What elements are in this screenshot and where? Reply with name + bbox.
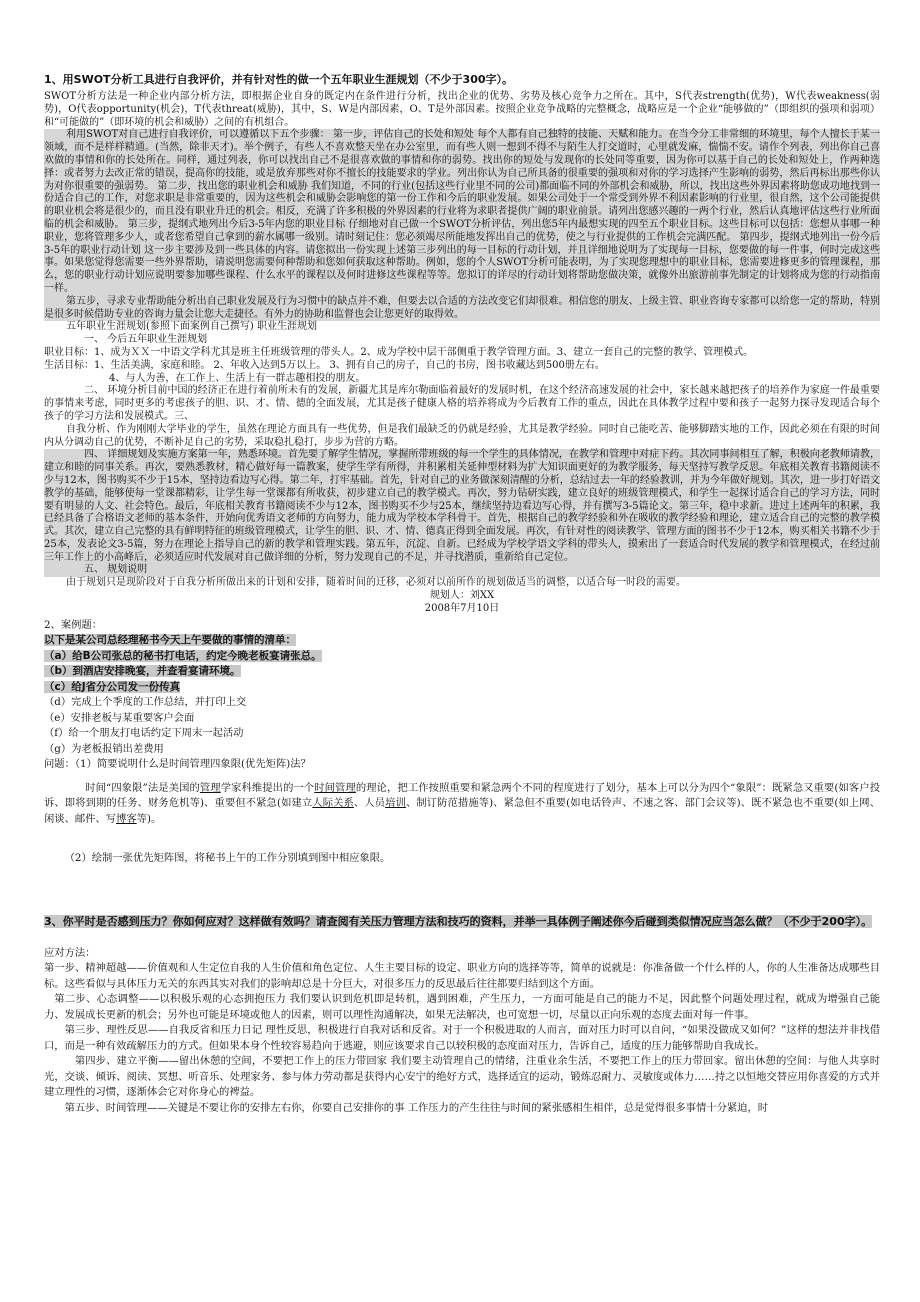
answer-text-2: 学家科维提出的一个	[220, 781, 315, 794]
career-goal: 职业目标：1、成为ＸＸ一中语文学科尤其是班主任班级管理的带头人。2、成为学校中层干部侧重于教学管理方面。3、建立一套自己的完整的教学、管理模式。	[44, 346, 754, 358]
answer-text-3: 的理论，把工作按照重要和紧急两个不同的程度进行了划分，基本上可以分为四个“象限”：既紧急又重要(如客户投诉、即将到期的任务、财务危机等)、重要但不紧急(如建立	[44, 781, 881, 810]
step-4: 第四步、建立平衡——留出休憩的空间，不要把工作上的压力带回家 我们要主动管理自己的情绪，注重业余生活，不要把工作上的压力带回家。留出休憩的空间：与他人共享时光，交谈、倾诉、阅读、冥想、听音乐、处理家务、参与体力劳动都是获得内心安宁的绝好方式，选择适宜的运动，锻炼忍耐力、灵敏度或体力……持之以恒地交替应用你喜爱的方式并建立理性的习惯，逐渐体会它对你身心的裨益。	[44, 1055, 880, 1099]
task-item-f: （f）给一个朋友打电话约定下周末一起活动	[44, 727, 244, 740]
planner: 规划人：刘XX	[429, 590, 495, 602]
link-time-management[interactable]: 时间管理	[314, 781, 356, 794]
plan-title: 五年职业生涯规划(参照下面案例自己撰写) 职业生涯规划	[66, 321, 317, 333]
question-3-section	[44, 913, 880, 1117]
step-5: 第五步、时间管理——关键是不要让你的安排左右你，你要自己安排你的事 工作压力的产生往往与时间的紧张感相生相伴，总是觉得很多事情十分紧迫，时	[64, 1101, 769, 1114]
plan-note: 由于规划只是现阶段对于自我分析所做出来的计划和安排，随着时间的迁移，必须对以前所作的规划做适当的调整，以适合每一时段的需要。	[66, 577, 686, 589]
step-2: 第二步、心态调整——以积极乐观的心态拥抱压力 我们要认识到危机即是转机，遇到困难，产生压力，一方面可能是自己的能力不足，因此整个问题处理过程，就成为增强自己能力、发展成长更新的机会；另外也可能是环境或他人的因素，则可以理性沟通解决，如果无法解决，也可宽想一切，尽量以正向乐观的态度去面对每一件事。	[44, 993, 880, 1021]
task-list-title	[44, 633, 880, 649]
task-item-e: （e）安排老板与某重要客户会面	[44, 711, 195, 724]
task-item-c-text: （c）给J省分公司发一份传真	[44, 680, 181, 693]
step-1: 第一步、精神超越——价值观和人生定位自我的人生价值和角色定位、人生主要目标的设定、职业方向的选择等等，简单的说就是：你准备做一个什么样的人，你的人生准备达成哪些目标。这些看似与具体压力无关的东西其实对我们的影响却总是十分巨大，对很多压力的反思最后往往都要归结到这个方面。	[44, 962, 880, 990]
question-2-2: （2）绘制一张优先矩阵图，将秘书上午的工作分别填到图中相应象限。	[64, 852, 391, 865]
plan-section-1-title: 一、 今后五年职业生涯规划	[84, 334, 208, 346]
task-item-g: （g）为老板报销出差费用	[44, 742, 164, 755]
detailed-plan: 四、 详细规划及实施方案第一年，熟悉环境。首先要了解学生情况，掌握所带班级的每一个学生的具体情况，在教学和管理中对症下药。其次同事间相互了解，积极向老教师请教，建立和睦的同事关系。再次，要熟悉教材，精心做好每一篇教案，使学生学有所得，并积累相关延伸型材料为扩大知识面更好的为教学服务，每天坚持写教学反思。年底相关教育书籍阅读不少与12本，图书购买不少于15本，坚持边看边写心得。第二年，打牢基础。首先，针对自己的业务做深刻清醒的分析，总结过去一年的经验教训，并为今年做好规划。其次，进一步打好语文教学的基础，能够使每一堂课都精彩，让学生每一堂课都有所收获，初步建立自己的教学模式。再次，努力钻研实践，建立良好的班级管理模式，和学生一起探讨适合自己的学习方法，同时要有明显的人文、社会特色。最后，年底相关教育书籍阅读不少与12本，图书购买不少与25本，继续坚持边看边写心得，并有撰写3-5篇论文。第三年，稳中求新。进过上述两年的积累，我已经具备了合格语文老师的基本条件，开始向优秀语文老师的方向努力，能力成为学校本学科骨干。首先，根据自己的教学经验和外在吸收的教学经验和理论，建立适合自己的完整的教学模式。其次，建立自己完整的具有鲜明特征的班级管理模式，让学生的胆、识、才、情、德真正得到全面发展。再次，有针对性的阅读教学、管理方面的图书不少于12本，购买相关书籍不少于25本，发表论文3-5篇，努力在理论上指导自己的新的教学和管理实践。第五年，沉淀、自新。已经成为学校学语文学科的带头人，摸索出了一套适合时代发展的教学和管理模式，在经过前三年工作上的小高峰后，必须适应时代发展对自己做详细的分析，努力发现自己的不足，并寻找潜质，重新给自己定位。	[44, 449, 880, 563]
swot-steps: 利用SWOT对自己进行自我评价，可以遵循以下五个步骤： 第一步，评估自己的长处和短处 每个人都有自己独特的技能、天赋和能力。在当今分工非常细的环境里，每个人擅长于某一领域，而不是样样精通。(当然，除非天才)。举个例子，有些人不喜欢整天坐在办公室里，而有些人则一想到不得不与陌生人打交道时，心里就发麻，惴惴不安。请作个列表，列出你自己喜欢做的事情和你的长处所在。同样，通过列表，你可以找出自己不是很喜欢做的事情和你的弱势。找出你的短处与发现你的长处同等重要，因为你可以基于自己的长处和短处上，作两种选择：或者努力去改正常的错误，提高你的技能，或是放弃那些对你不擅长的技能要求的学业。列出你认为自己所具备的很重要的强项和对你的学习选择产生影响的弱势，然后再标出那些你认为对你很重要的强弱势。 第二步，找出您的职业机会和威胁 我们知道，不同的行业(包括这些行业里不同的公司)都面临不同的外部机会和威胁，所以，找出这些外界因素将助您成功地找到一份适合自己的工作，对您求职是非常重要的，因为这些机会和威胁会影响您的第一份工作和今后的职业发展。如果公司处于一个常受到外界不利因素影响的行业里，很自然，这个公司能提供的职业机会将是很少的，而且没有职业升迁的机会。相反，充满了许多积极的外界因素的行业将为求职者提供广阔的职业前景。请列出您感兴趣的一两个行业，然后认真地评估这些行业所面临的机会和威胁。 第三步，提纲式地列出今后3-5年内您的职业目标 仔细地对自己做一个SWOT分析评估，列出您5年内最想实现的四至五个职业目标。这些目标可以包括：您想从事哪一种职业，您将管理多少人，或者您希望自己拿到的薪水属哪一级别。请时刻记住：您必须竭尽所能地发挥出自己的优势，使之与行业提供的工作机会完满匹配。 第四步，提纲式地列出一份今后3-5年的职业行动计划 这一步主要涉及到一些具体的内容。请您拟出一份实现上述第三步列出的每一目标的行动计划，并且详细地说明为了实现每一目标，您要做的每一件事，何时完成这些事。如果您觉得您需要一些外界帮助，请说明您需要何种帮助和您如何获取这种帮助。例如，您的个人SWOT分析可能表明，为了实现您理想中的职业目标，您需要进修更多的管理课程，那么，您的职业行动计划应说明要参加哪些课程、什么水平的课程以及何时进修这些课程等等。您拟订的详尽的行动计划将帮助您做决策，就像外出旅游前事先制定的计划将成为您的行动指南一样。	[44, 129, 880, 294]
question-3-title-text: 3、你平时是否感到压力？你如何应对？这样做有效吗？请查阅有关压力管理方法和技巧的资料，并举一具体例子阐述你今后碰到类似情况应当怎么做？（不少于200字）。	[44, 914, 873, 928]
swot-intro: SWOT分析方法是一种企业内部分析方法，即根据企业自身的既定内在条件进行分析，找出企业的优势、劣势及核心竞争力之所在。其中，S代表strength(优势)，W代表weakness(弱势)，O代表opportunity(机会)，T代表threat(威胁)，其中，S、W是内部因素，O、T是外部因素。按照企业竞争战略的完整概念，战略应是一个企业“能够做的”（即组织的强项和弱项）和“可能做的”（即环境的机会和威胁）之间的有机组合。	[44, 91, 880, 128]
task-item-b	[44, 664, 880, 680]
task-item-d: （d）完成上个季度的工作总结，并打印上交	[44, 696, 247, 709]
question-2-title: 2、案例题：	[44, 618, 103, 631]
plan-section-5-title: 五、 规划说明	[44, 564, 880, 577]
document-page	[44, 72, 880, 1116]
question-2-1: 问题：（1）简要说明什么是时间管理四象限(优先矩阵)法？	[44, 758, 311, 771]
question-1-title: 1、用SWOT分析工具进行自我评价，并有针对性的做一个五年职业生涯规划（不少于300字）。	[44, 73, 514, 86]
life-goal: 生活目标：1、生活美满，家庭和睦。 2、年收入达到5万以上。 3、拥有自己的房子，自己的书房，图书收藏达到500册左右。	[44, 359, 605, 371]
step-3: 第三步、理性反思——自我反省和压力日记 理性反思，积极进行自我对话和反省。对于一个积极进取的人而言，面对压力时可以自问，“如果没做成又如何？”这样的想法并非找借口，而是一种有效疏解压力的方式。但如果本身个性较容易趋向于逃避，则应该要求自己以较积极的态度面对压力，告诉自己，适度的压力能够帮助自我成长。	[44, 1024, 880, 1052]
link-training[interactable]: 培训	[385, 797, 406, 810]
question-1-section	[44, 72, 880, 616]
link-management[interactable]: 管理	[199, 781, 221, 794]
environment-analysis: 二、 环境分析目前中国的经济正在进行着前所未有的发展，新疆尤其是库尔勒面临着最好的发展时机，在这个经济高速发展的社会中，家长越来越把孩子的培养作为家庭一件最重要的事情来考虑，同时更多的考虑孩子的胆、识、才、情、德的全面发展，尤其是孩子健康人格的培养将成为今后教育工作的重点，因此在具体教学过程中要和孩子一起努力探寻发现适合每个孩子的学习方法和发展模式。三、	[44, 385, 880, 422]
task-item-c	[44, 680, 880, 696]
task-item-a	[44, 649, 880, 665]
link-blog[interactable]: 博客	[116, 812, 137, 825]
question-2-section	[44, 618, 880, 867]
task-item-b-text: （b）到酒店安排晚宴，并查看宴请环境。	[44, 665, 241, 678]
answer-text-6: 等)。	[136, 812, 162, 825]
life-goal-4: 4、与人为善，在工作上、生活上有一群志趣相投的朋友。	[109, 372, 366, 384]
answer-text-1: 时间“四象限”法是美国的	[85, 781, 200, 794]
question-3-title	[44, 913, 880, 930]
four-quadrant-answer	[44, 781, 880, 828]
task-list-title-text: 以下是某公司总经理秘书今天上午要做的事情的清单：	[44, 634, 296, 647]
link-interpersonal[interactable]: 人际关系	[312, 797, 354, 810]
answer-text-4: 、人员	[353, 797, 386, 810]
self-analysis: 自我分析、作为刚刚大学毕业的学生，虽然在理论方面具有一些优势，但是我们最缺乏的仍就是经验，尤其是教学经验。同时自己能吃苦、能够脚踏实地的工作，因此必须在有限的时间内从分调动自己的优势，不断补足自己的劣势，采取稳扎稳打，步步为营的方略。	[44, 423, 880, 448]
plan-date: 2008年7月10日	[424, 602, 500, 614]
swot-step5: 第五步，寻求专业帮助能分析出自己职业发展及行为习惯中的缺点并不难，但要去以合适的方法改变它们却很难。相信您的朋友、上级主管、职业咨询专家都可以给您一定的帮助，特别是很多时候借助专业的咨询力量会让您大走捷径。有外力的协助和监督也会让您更好的取得效。	[44, 295, 880, 320]
task-item-a-text: （a）给B公司张总的秘书打电话，约定今晚老板宴请张总。	[44, 649, 322, 662]
coping-methods-title: 应对方法：	[44, 946, 96, 959]
answer-text-5: 、制订防范措施等)、紧急但不重要(如电话铃声、不速之客、部门会议等)、既不紧急也不重要(如上网、闲谈、邮件、写	[44, 797, 881, 825]
